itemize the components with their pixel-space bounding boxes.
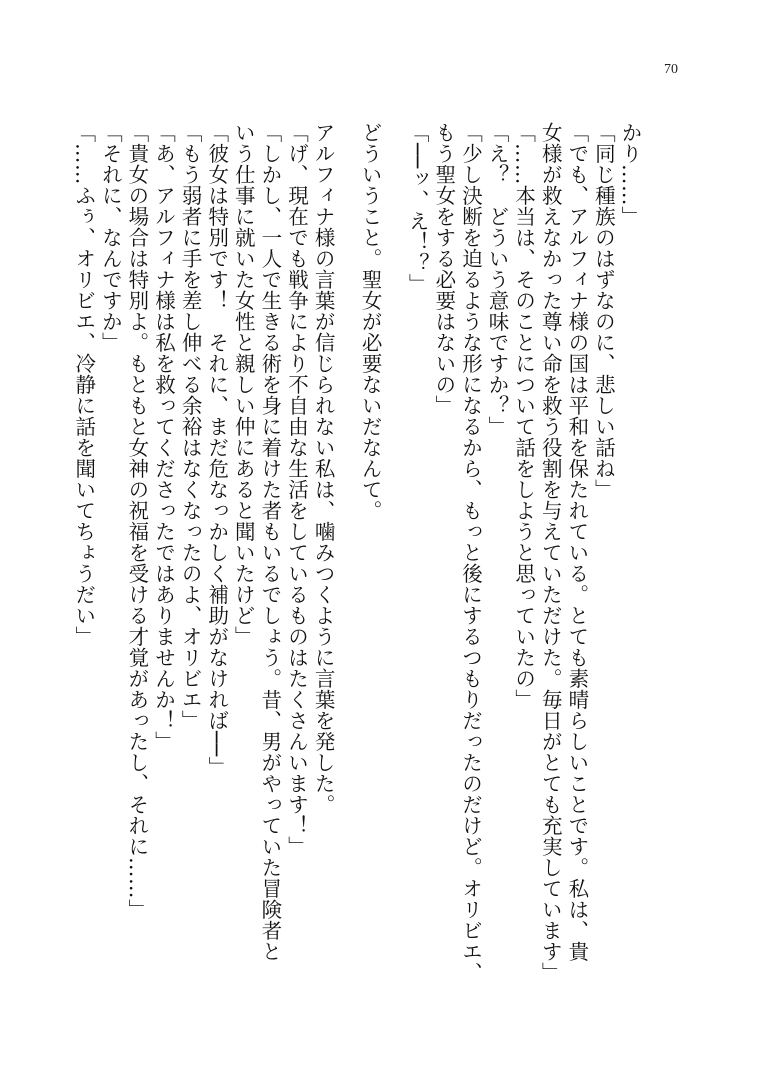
text-line: 「え？ どういう意味ですか？」 bbox=[485, 122, 510, 437]
text-line: 「……ふぅ、オリビエ、冷静に話を聞いてちょうだい」 bbox=[71, 122, 96, 647]
text-line: 女様が救えなかった尊い命を救う役割を与えていただけた。毎日がとても充実しています」 bbox=[538, 122, 563, 983]
text-line: いう仕事に就いた女性と親しい仲にあると聞いたけど」 bbox=[231, 122, 256, 647]
text-line: 「でも、アルフィナ様の国は平和を保たれている。とても素晴らしいことです。私は、貴 bbox=[564, 122, 589, 962]
text-line: 「しかし、一人で生きる術を身に着けた者もいるでしょう。昔、男がやっていた冒険者と bbox=[257, 122, 282, 962]
text-line: 「同じ種族のはずなのに、悲しい話ね」 bbox=[591, 122, 616, 500]
text-line: 「もう弱者に手を差し伸べる余裕はなくなったのよ、オリビエ」 bbox=[178, 122, 203, 731]
text-line: どういうこと。聖女が必要ないだなんて。 bbox=[358, 122, 383, 521]
text-line: 「──ッ、え！？」 bbox=[405, 122, 430, 295]
text-line: 「彼女は特別です！ それに、まだ危なっかしく補助がなければ──」 bbox=[204, 122, 229, 778]
text-line: アルフィナ様の言葉が信じられない私は、噛みつくように言葉を発した。 bbox=[311, 122, 336, 815]
vertical-text-body bbox=[70, 122, 643, 1022]
text-line: かり……」 bbox=[618, 122, 642, 227]
text-line: 「あ、アルフィナ様は私を救ってくださったではありませんか！」 bbox=[151, 122, 176, 752]
page-number: 70 bbox=[664, 62, 678, 77]
text-line: もう聖女をする必要はないの」 bbox=[431, 122, 456, 416]
text-line: 「それに、なんですか」 bbox=[98, 122, 123, 353]
text-line: 「貴女の場合は特別よ。もともと女神の祝福を受ける才覚があったし、それに……」 bbox=[124, 122, 149, 920]
text-line: 「少し決断を迫るような形になるから、もっと後にするつもりだったのだけど。オリビエ、 bbox=[458, 122, 483, 983]
text-line: 「……本当は、そのことについて話をしようと思っていたの」 bbox=[511, 122, 536, 710]
text-line: 「げ、現在でも戦争により不自由な生活をしているものはたくさんいます！」 bbox=[284, 122, 309, 857]
